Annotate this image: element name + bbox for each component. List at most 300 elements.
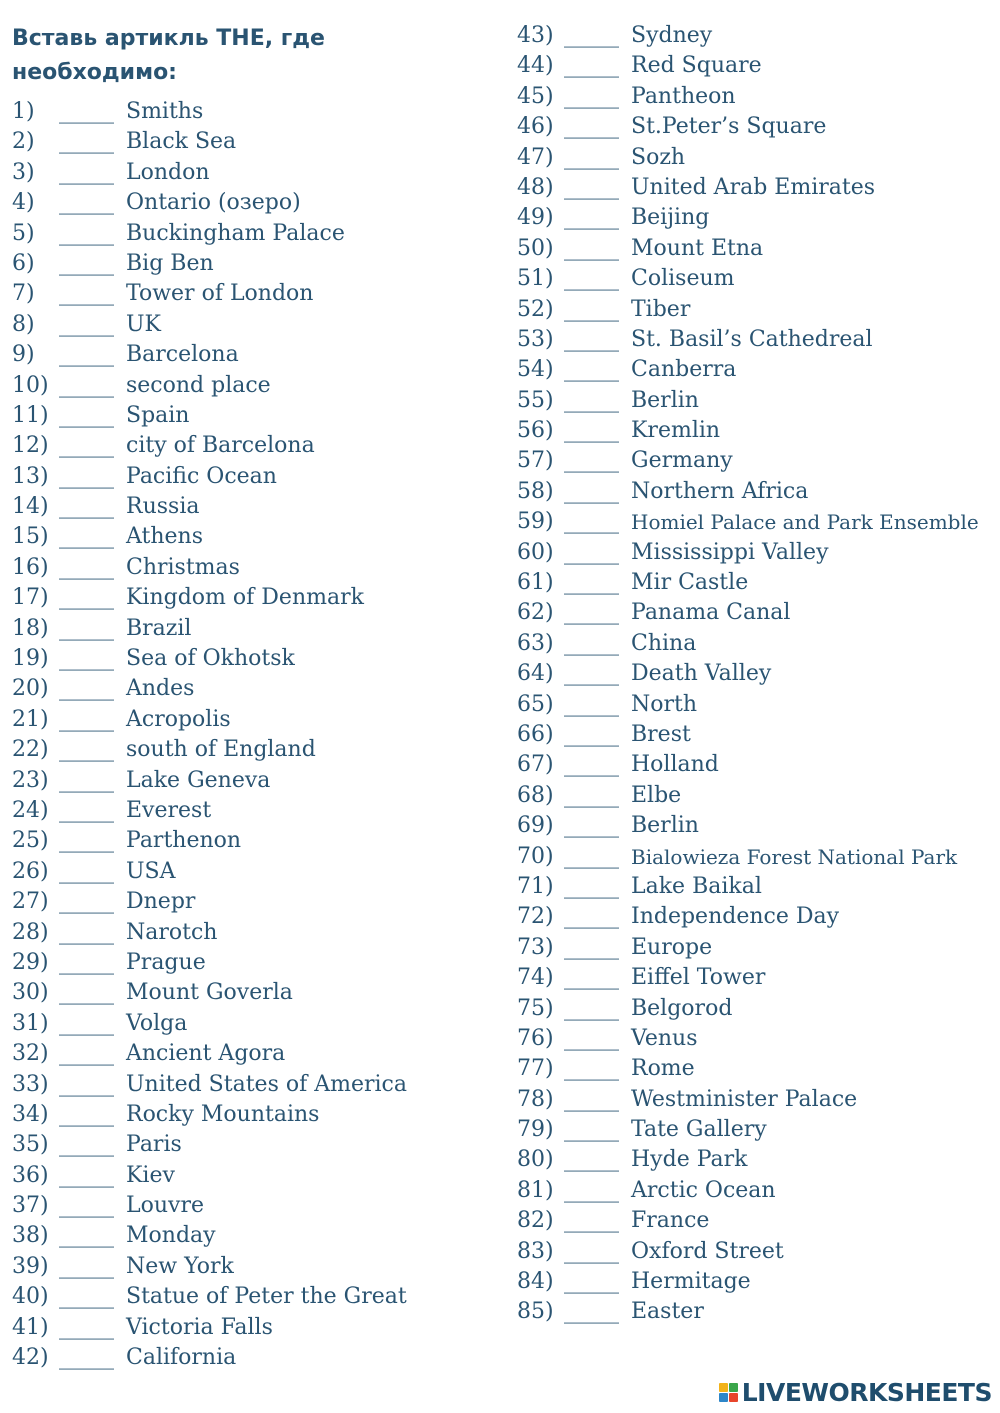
item-text: London <box>126 159 210 185</box>
item-number: 1) <box>12 99 35 124</box>
list-item <box>517 234 979 264</box>
answer-blank[interactable]: _____ <box>564 630 619 656</box>
answer-blank[interactable]: _____ <box>564 570 619 596</box>
answer-blank[interactable]: _____ <box>564 539 619 565</box>
logo-square-2 <box>729 1383 738 1392</box>
item-text: Beijing <box>631 205 710 231</box>
answer-blank[interactable]: _____ <box>564 1147 619 1173</box>
answer-blank[interactable]: _____ <box>59 797 114 823</box>
item-text: Death Valley <box>631 661 772 687</box>
item-text: Tate Gallery <box>631 1117 767 1143</box>
item-number: 40) <box>12 1284 49 1310</box>
answer-blank[interactable]: _____ <box>564 1086 619 1112</box>
answer-blank[interactable]: _____ <box>564 448 619 474</box>
list-item <box>517 720 979 750</box>
list-item <box>517 933 979 963</box>
list-item <box>517 203 979 233</box>
item-number: 63) <box>517 630 554 656</box>
answer-blank[interactable]: _____ <box>59 1284 114 1310</box>
item-text: Buckingham Palace <box>126 220 345 246</box>
list-item <box>517 781 979 811</box>
item-number: 3) <box>12 159 35 185</box>
list-item <box>12 796 407 826</box>
item-number: 18) <box>12 615 49 641</box>
item-number: 45) <box>517 83 554 109</box>
answer-blank[interactable]: _____ <box>564 873 619 899</box>
answer-blank[interactable]: _____ <box>59 737 114 763</box>
list-item <box>517 51 979 81</box>
answer-blank[interactable]: _____ <box>564 296 619 322</box>
answer-blank[interactable]: _____ <box>564 1208 619 1234</box>
item-number: 85) <box>517 1299 554 1325</box>
item-number: 12) <box>12 433 49 459</box>
item-number: 78) <box>517 1086 554 1112</box>
item-text: Black Sea <box>126 129 237 155</box>
list-item <box>517 1267 979 1297</box>
answer-blank[interactable]: _____ <box>59 585 114 611</box>
item-number: 39) <box>12 1253 49 1279</box>
answer-blank[interactable]: _____ <box>59 1345 114 1371</box>
list-item <box>12 644 407 674</box>
answer-blank[interactable]: _____ <box>59 919 114 945</box>
list-item <box>12 978 407 1008</box>
liveworksheets-logo <box>719 1378 992 1407</box>
item-text: Northern Africa <box>631 478 809 504</box>
item-number: 36) <box>12 1162 49 1188</box>
logo-text: LIVEWORKSHEETS <box>741 1378 992 1407</box>
answer-blank[interactable]: _____ <box>564 965 619 991</box>
answer-blank[interactable]: _____ <box>564 205 619 231</box>
answer-blank[interactable]: _____ <box>59 980 114 1006</box>
answer-blank[interactable]: _____ <box>59 646 114 672</box>
item-text: Louvre <box>126 1193 204 1219</box>
answer-blank[interactable]: _____ <box>59 402 114 428</box>
answer-blank[interactable]: _____ <box>564 1025 619 1051</box>
answer-blank[interactable]: _____ <box>59 372 114 398</box>
item-text: south of England <box>126 737 316 763</box>
item-number: 44) <box>517 53 554 79</box>
answer-blank[interactable]: _____ <box>564 53 619 79</box>
item-text: Sea of Okhotsk <box>126 646 295 672</box>
answer-blank[interactable]: _____ <box>564 843 619 869</box>
answer-blank[interactable]: _____ <box>564 1299 619 1325</box>
answer-blank[interactable]: _____ <box>564 23 619 48</box>
answer-blank[interactable]: _____ <box>59 190 114 216</box>
list-item <box>12 158 407 188</box>
item-text: St. Basil’s Cathedreal <box>631 326 873 352</box>
list-item <box>12 766 407 796</box>
item-text: Mount Goverla <box>126 980 293 1006</box>
item-text: Russia <box>126 494 200 520</box>
item-text: Red Square <box>631 53 762 79</box>
item-text: Belgorod <box>631 995 733 1021</box>
item-text: St.Peter’s Square <box>631 114 827 140</box>
list-item <box>12 1100 407 1130</box>
item-text: city of Barcelona <box>126 433 315 459</box>
answer-blank[interactable]: _____ <box>564 721 619 747</box>
answer-blank[interactable]: _____ <box>59 828 114 854</box>
item-number: 2) <box>12 129 35 155</box>
item-number: 20) <box>12 676 49 702</box>
answer-blank[interactable]: _____ <box>59 129 114 155</box>
answer-blank[interactable]: _____ <box>59 463 114 489</box>
answer-blank[interactable]: _____ <box>59 1223 114 1249</box>
list-item <box>12 127 407 157</box>
list-item <box>517 629 979 659</box>
list-item <box>517 507 979 537</box>
list-item <box>12 1282 407 1312</box>
item-text: Westminister Palace <box>631 1086 858 1112</box>
item-number: 50) <box>517 235 554 261</box>
item-text: Coliseum <box>631 266 735 292</box>
answer-blank[interactable]: _____ <box>59 342 114 368</box>
item-text: Sozh <box>631 144 686 170</box>
list-item <box>517 1176 979 1206</box>
exercise-list-right <box>517 21 979 1328</box>
answer-blank[interactable]: _____ <box>564 83 619 109</box>
list-item <box>12 1221 407 1251</box>
item-number: 24) <box>12 797 49 823</box>
answer-blank[interactable]: _____ <box>59 220 114 246</box>
item-number: 10) <box>12 372 49 398</box>
answer-blank[interactable]: _____ <box>564 691 619 717</box>
list-item <box>517 264 979 294</box>
item-text: North <box>631 691 698 717</box>
item-number: 73) <box>517 934 554 960</box>
answer-blank[interactable]: _____ <box>59 494 114 520</box>
item-text: Sydney <box>631 23 713 48</box>
list-item <box>12 1039 407 1069</box>
list-item <box>12 219 407 249</box>
item-text: Arctic Ocean <box>631 1177 776 1203</box>
answer-blank[interactable]: _____ <box>59 1101 114 1127</box>
list-item <box>12 1009 407 1039</box>
item-number: 11) <box>12 402 49 428</box>
list-item <box>517 446 979 476</box>
answer-blank[interactable]: _____ <box>564 1177 619 1203</box>
list-item <box>12 401 407 431</box>
item-number: 19) <box>12 646 49 672</box>
answer-blank[interactable]: _____ <box>59 311 114 337</box>
item-number: 60) <box>517 539 554 565</box>
list-item <box>517 598 979 628</box>
answer-blank[interactable]: _____ <box>59 1253 114 1279</box>
list-item <box>12 371 407 401</box>
list-item <box>12 249 407 279</box>
answer-blank[interactable]: _____ <box>59 99 114 124</box>
answer-blank[interactable]: _____ <box>564 752 619 778</box>
item-number: 80) <box>517 1147 554 1173</box>
item-number: 6) <box>12 250 35 276</box>
item-text: Lake Baikal <box>631 873 762 899</box>
answer-blank[interactable]: _____ <box>59 615 114 641</box>
item-text: Kingdom of Denmark <box>126 585 364 611</box>
item-number: 37) <box>12 1193 49 1219</box>
list-item <box>517 1054 979 1084</box>
list-item <box>12 735 407 765</box>
item-text: Mount Etna <box>631 235 764 261</box>
item-text: Berlin <box>631 387 699 413</box>
item-number: 55) <box>517 387 554 413</box>
answer-blank[interactable]: _____ <box>59 250 114 276</box>
list-item <box>517 173 979 203</box>
item-number: 81) <box>517 1177 554 1203</box>
item-text: Pacific Ocean <box>126 463 277 489</box>
list-item <box>12 918 407 948</box>
item-number: 15) <box>12 524 49 550</box>
item-text: Europe <box>631 934 713 960</box>
list-item <box>12 1313 407 1343</box>
item-number: 83) <box>517 1238 554 1264</box>
item-text: Smiths <box>126 99 204 124</box>
answer-blank[interactable]: _____ <box>59 433 114 459</box>
list-item <box>12 188 407 218</box>
item-text: New York <box>126 1253 234 1279</box>
list-item <box>517 690 979 720</box>
item-number: 35) <box>12 1132 49 1158</box>
item-number: 16) <box>12 554 49 580</box>
answer-blank[interactable]: _____ <box>59 1314 114 1340</box>
item-text: United Arab Emirates <box>631 174 876 200</box>
answer-blank[interactable]: _____ <box>59 949 114 975</box>
item-text: Holland <box>631 752 719 778</box>
answer-blank[interactable]: _____ <box>564 1117 619 1143</box>
list-item <box>12 857 407 887</box>
answer-blank[interactable]: _____ <box>564 266 619 292</box>
answer-blank[interactable]: _____ <box>564 387 619 413</box>
list-item <box>517 811 979 841</box>
answer-blank[interactable]: _____ <box>564 1056 619 1082</box>
list-item <box>517 21 979 51</box>
list-item <box>517 295 979 325</box>
item-text: Oxford Street <box>631 1238 784 1264</box>
item-text: United States of America <box>126 1071 407 1097</box>
list-item <box>517 872 979 902</box>
list-item <box>517 659 979 689</box>
list-item <box>12 583 407 613</box>
item-number: 74) <box>517 965 554 991</box>
item-number: 30) <box>12 980 49 1006</box>
item-number: 79) <box>517 1117 554 1143</box>
answer-blank[interactable]: _____ <box>564 904 619 930</box>
answer-blank[interactable]: _____ <box>564 600 619 626</box>
item-text: Independence Day <box>631 904 840 930</box>
list-item <box>12 522 407 552</box>
answer-blank[interactable]: _____ <box>59 889 114 915</box>
list-item <box>517 386 979 416</box>
list-item <box>12 462 407 492</box>
answer-blank[interactable]: _____ <box>59 1162 114 1188</box>
item-number: 47) <box>517 144 554 170</box>
item-number: 77) <box>517 1056 554 1082</box>
list-item <box>12 1191 407 1221</box>
item-number: 61) <box>517 570 554 596</box>
list-item <box>12 553 407 583</box>
item-text: Acropolis <box>126 706 231 732</box>
item-text: Monday <box>126 1223 216 1249</box>
item-text: Panama Canal <box>631 600 791 626</box>
item-number: 4) <box>12 190 35 216</box>
item-text: Venus <box>631 1025 698 1051</box>
answer-blank[interactable]: _____ <box>59 1041 114 1067</box>
answer-blank[interactable]: _____ <box>564 1269 619 1295</box>
item-text: Pantheon <box>631 83 736 109</box>
item-text: Mir Castle <box>631 570 749 596</box>
item-text: USA <box>126 858 176 884</box>
item-number: 82) <box>517 1208 554 1234</box>
list-item <box>517 994 979 1024</box>
item-text: Tower of London <box>126 281 314 307</box>
item-text: Prague <box>126 949 206 975</box>
answer-blank[interactable]: _____ <box>59 676 114 702</box>
item-text: Ancient Agora <box>126 1041 286 1067</box>
list-item <box>12 1161 407 1191</box>
item-number: 13) <box>12 463 49 489</box>
list-item <box>517 1297 979 1327</box>
answer-blank[interactable]: _____ <box>59 858 114 884</box>
list-item <box>517 1206 979 1236</box>
item-number: 53) <box>517 326 554 352</box>
answer-blank[interactable]: _____ <box>564 235 619 261</box>
item-text: France <box>631 1208 710 1234</box>
list-item <box>517 1145 979 1175</box>
list-item <box>12 1343 407 1373</box>
list-item <box>12 1252 407 1282</box>
item-number: 64) <box>517 661 554 687</box>
item-text: Spain <box>126 402 190 428</box>
answer-blank[interactable]: _____ <box>59 1071 114 1097</box>
answer-blank[interactable]: _____ <box>564 114 619 140</box>
item-number: 17) <box>12 585 49 611</box>
list-item <box>517 963 979 993</box>
item-text: Christmas <box>126 554 240 580</box>
item-number: 33) <box>12 1071 49 1097</box>
logo-square-1 <box>719 1383 728 1392</box>
list-item <box>517 355 979 385</box>
answer-blank[interactable]: _____ <box>564 326 619 352</box>
list-item <box>517 416 979 446</box>
item-number: 75) <box>517 995 554 1021</box>
item-text: Everest <box>126 797 212 823</box>
item-number: 14) <box>12 494 49 520</box>
item-text: second place <box>126 372 271 398</box>
item-number: 65) <box>517 691 554 717</box>
list-item <box>517 143 979 173</box>
list-item <box>517 842 979 872</box>
answer-blank[interactable]: _____ <box>59 554 114 580</box>
item-number: 62) <box>517 600 554 626</box>
item-number: 34) <box>12 1101 49 1127</box>
item-text: Victoria Falls <box>126 1314 273 1340</box>
list-item <box>12 826 407 856</box>
item-number: 76) <box>517 1025 554 1051</box>
answer-blank[interactable]: _____ <box>564 509 619 535</box>
list-item <box>12 310 407 340</box>
answer-blank[interactable]: _____ <box>564 418 619 444</box>
list-item <box>517 568 979 598</box>
answer-blank[interactable]: _____ <box>59 159 114 185</box>
list-item <box>12 1070 407 1100</box>
item-text: Hermitage <box>631 1269 751 1295</box>
item-number: 5) <box>12 220 35 246</box>
exercise-list-left <box>12 97 407 1373</box>
item-text: Brazil <box>126 615 192 641</box>
item-text: Kiev <box>126 1162 175 1188</box>
answer-blank[interactable]: _____ <box>59 1193 114 1219</box>
list-item <box>12 948 407 978</box>
item-text: Rome <box>631 1056 695 1082</box>
list-item <box>12 887 407 917</box>
item-text: California <box>126 1345 237 1371</box>
list-item <box>517 1115 979 1145</box>
answer-blank[interactable]: _____ <box>564 1238 619 1264</box>
item-text: Parthenon <box>126 828 242 854</box>
answer-blank[interactable]: _____ <box>564 934 619 960</box>
item-text: Elbe <box>631 782 682 808</box>
item-number: 29) <box>12 949 49 975</box>
item-number: 9) <box>12 342 35 368</box>
answer-blank[interactable]: _____ <box>564 995 619 1021</box>
list-item <box>12 279 407 309</box>
liveworksheets-logo-icon <box>719 1383 738 1402</box>
item-number: 68) <box>517 782 554 808</box>
logo-square-3 <box>719 1393 728 1402</box>
answer-blank[interactable]: _____ <box>59 281 114 307</box>
list-item <box>12 705 407 735</box>
item-number: 71) <box>517 873 554 899</box>
answer-blank[interactable]: _____ <box>59 767 114 793</box>
answer-blank[interactable]: _____ <box>564 174 619 200</box>
item-number: 58) <box>517 478 554 504</box>
item-number: 22) <box>12 737 49 763</box>
item-number: 51) <box>517 266 554 292</box>
answer-blank[interactable]: _____ <box>59 1010 114 1036</box>
item-number: 38) <box>12 1223 49 1249</box>
answer-blank[interactable]: _____ <box>59 524 114 550</box>
item-text: Dnepr <box>126 889 196 915</box>
item-number: 31) <box>12 1010 49 1036</box>
item-text: Andes <box>126 676 195 702</box>
item-number: 70) <box>517 843 554 869</box>
item-number: 49) <box>517 205 554 231</box>
item-text: Canberra <box>631 357 737 383</box>
list-item <box>517 538 979 568</box>
item-number: 26) <box>12 858 49 884</box>
answer-blank[interactable]: _____ <box>564 813 619 839</box>
list-item <box>517 902 979 932</box>
answer-blank[interactable]: _____ <box>564 782 619 808</box>
answer-blank[interactable]: _____ <box>59 1132 114 1158</box>
list-item <box>517 477 979 507</box>
list-item <box>12 431 407 461</box>
answer-blank[interactable]: _____ <box>564 661 619 687</box>
answer-blank[interactable]: _____ <box>564 478 619 504</box>
list-item <box>12 492 407 522</box>
item-number: 66) <box>517 721 554 747</box>
answer-blank[interactable]: _____ <box>564 144 619 170</box>
list-item <box>517 112 979 142</box>
item-number: 54) <box>517 357 554 383</box>
list-item <box>12 614 407 644</box>
answer-blank[interactable]: _____ <box>59 706 114 732</box>
answer-blank[interactable]: _____ <box>564 357 619 383</box>
item-text: Statue of Peter the Great <box>126 1284 407 1310</box>
item-number: 32) <box>12 1041 49 1067</box>
item-number: 25) <box>12 828 49 854</box>
item-number: 46) <box>517 114 554 140</box>
list-item <box>12 674 407 704</box>
item-number: 84) <box>517 1269 554 1295</box>
